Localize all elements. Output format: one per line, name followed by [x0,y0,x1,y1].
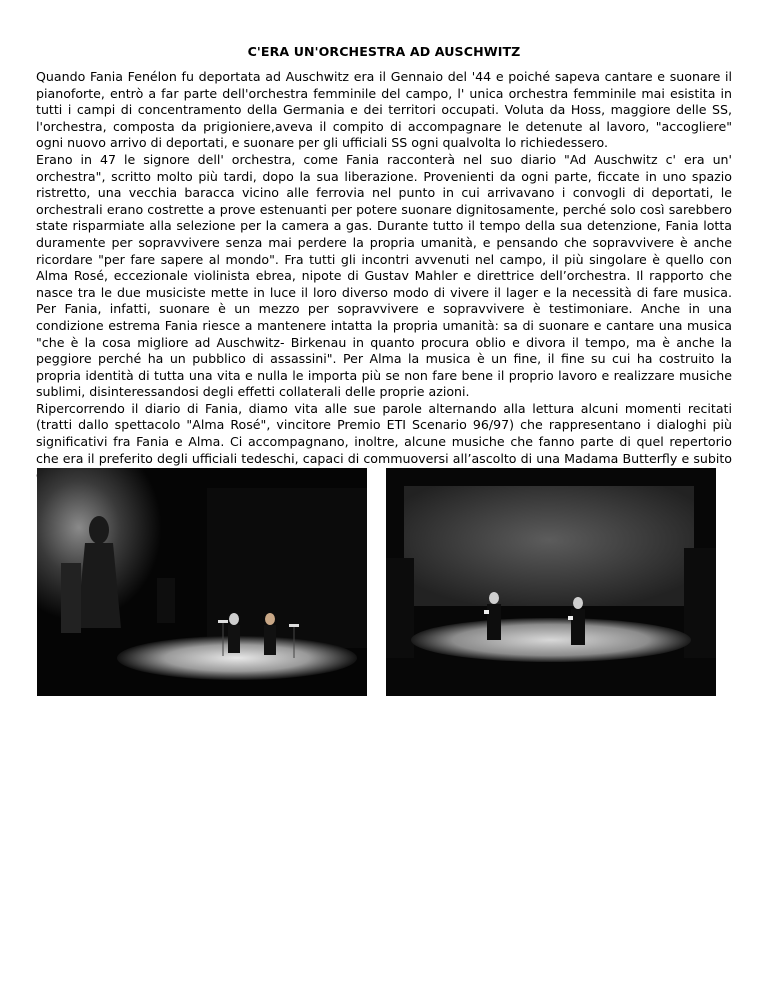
stage-photo-right [386,468,716,696]
page-title: C'ERA UN'ORCHESTRA AD AUSCHWITZ [247,44,521,59]
stage-photo-left-image [37,468,367,696]
stage-photo-right-image [386,468,716,696]
paragraph: Quando Fania Fenélon fu deportata ad Auschwitz era il Gennaio del '44 e poiché sapeva cantare e suonare il pianoforte, entrò a far parte dell'orchestra femminile del campo, l' unica orchestra femminile mai esistita in tutti i campi di concentramento della Germania e dei territori occupati. Voluta da Hoss, maggiore delle SS, l'orchestra, composta da prigioniere,aveva il compito di accompagnare le detenute al lavoro, "accogliere" ogni nuovo arrivo di deportati, e suonare per gli ufficiali SS ogni qualvolta lo richiedessero. [36,69,732,151]
stage-photo-left [37,468,367,696]
paragraph: Ripercorrendo il diario di Fania, diamo vita alle sue parole alternando alla lettura alcuni momenti recitati (tratti dallo spettacolo "Alma Rosé", vincitore Premio ETI Scenario 96/97) che rappresentano i dialoghi più significativi fra Fania e Alma. Ci accompagnano, inoltre, alcune musiche che fanno parte di quel repertorio che era il preferito degli ufficiali tedeschi, capaci di commuoversi all’ascolto di una Madama Butterfly e subito [36,400,732,466]
paragraph: Erano in 47 le signore dell' orchestra, come Fania racconterà nel suo diario "Ad Auschwitz c' era un' orchestra", scritto molto più tardi, dopo la sua liberazione. Provenienti da ogni parte, ficcate in uno spazio ristretto, una vecchia baracca vicino alle ferrovia nel punto in cui arrivavano i convogli di deportati, le orchestrali erano costrette a prove estenuanti per potere suonare dignitosamente, perché solo così sarebbero state risparmiate alla selezione per la camera a gas. Durante tutto il tempo della sua detenzione, Fania lotta duramente per sopravvivere senza mai perdere la propria umanità, e pensando che sopravvivere è anche ricordare "per fare sapere al mondo". Fra tutti gli incontri avvenuti nel campo, il più singolare è quello con Alma Rosé, eccezionale violinista ebrea, nipote di Gustav Mahler e direttrice dell’orchestra. Il rapporto che nasce tra le due musiciste mette in luce il loro diverso modo di vivere il lager e la necessità di fare musica. Per Fania, infatti, suonare è un mezzo per sopravvivere e sopravvivere è testimoniare. Anche in una condizione estrema Fania riesce a mantenere intatta la propria umanità: sa di suonare e cantare una musica "che è la cosa migliore ad Auschwitz- Birkenau in quanto procura oblio e divora il tempo, ma è anche la peggiore perché ha un pubblico di assassini". Per Alma la musica è un fine, il fine su cui ha costruito la propria identità di tutta una vita e nulla le importa più se non fare bene il proprio lavoro e realizzare musiche sublimi, disinteressandosi degli effetti collaterali delle proprie azioni. [36,151,732,400]
body-text [36,69,732,484]
